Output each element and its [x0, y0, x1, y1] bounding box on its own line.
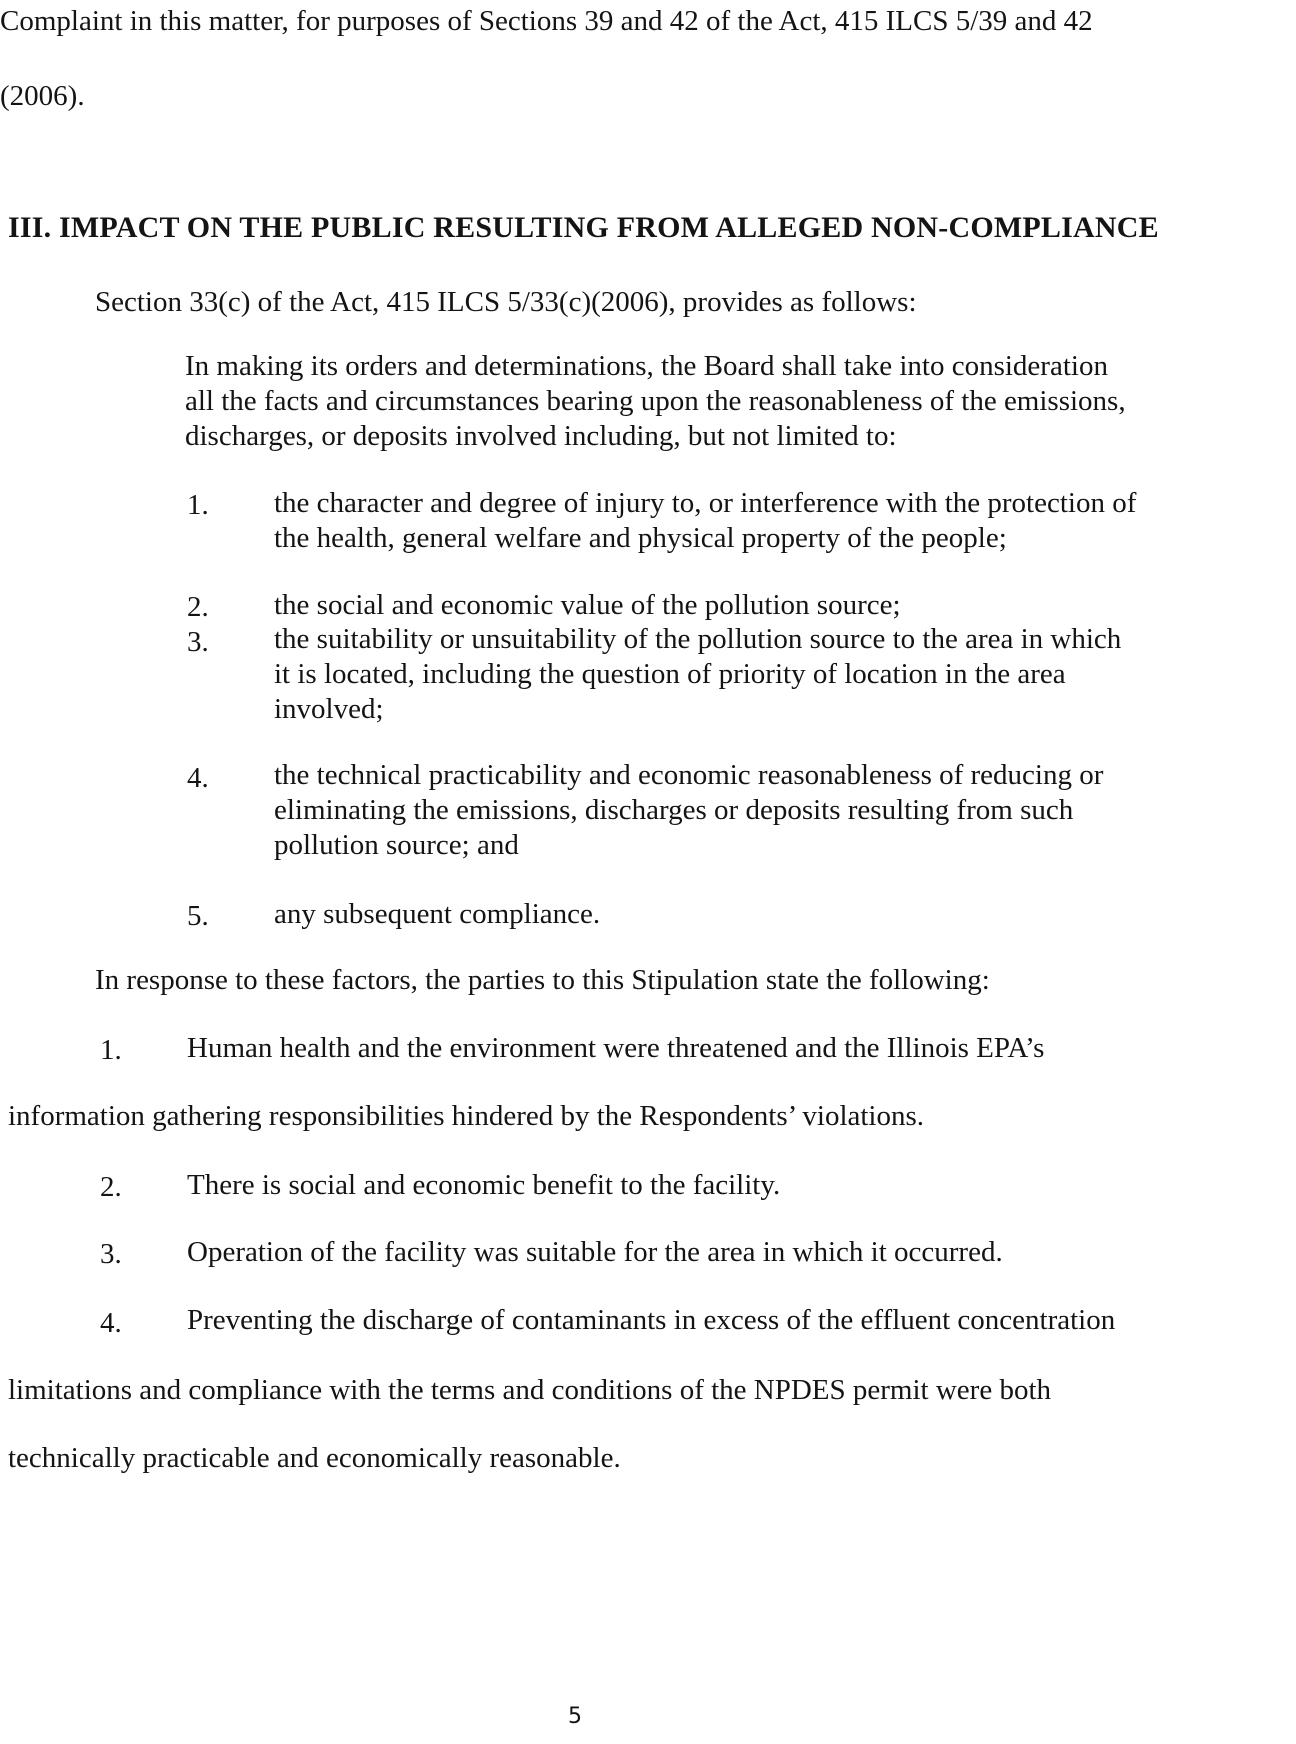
- quote-line: discharges, or deposits involved including, but not limited to:: [185, 420, 897, 452]
- response-line: Human health and the environment were threatened and the Illinois EPA’s: [187, 1032, 1045, 1064]
- response-line: Preventing the discharge of contaminants in excess of the effluent concentration: [187, 1304, 1116, 1336]
- response-line: limitations and compliance with the terms and conditions of the NPDES permit were both: [8, 1374, 1051, 1406]
- response-line: information gathering responsibilities hindered by the Respondents’ violations.: [8, 1100, 925, 1132]
- response-number: 1.: [100, 1034, 122, 1066]
- page-number: 5: [568, 1704, 582, 1729]
- response-line: technically practicable and economically reasonable.: [8, 1442, 621, 1474]
- response-line: There is social and economic benefit to the facility.: [187, 1169, 781, 1201]
- quote-item-line: it is located, including the question of priority of location in the area: [274, 658, 1066, 690]
- quote-item-number: 2.: [187, 591, 209, 623]
- quote-item-line: eliminating the emissions, discharges or deposits resulting from such: [274, 794, 1074, 826]
- section-heading: III. IMPACT ON THE PUBLIC RESULTING FROM ALLEGED NON-COMPLIANCE: [8, 211, 1159, 244]
- response-intro: In response to these factors, the parties to this Stipulation state the following:: [95, 964, 990, 996]
- opening-line-1: Complaint in this matter, for purposes of Sections 39 and 42 of the Act, 415 ILCS 5/39 and 42: [0, 5, 1093, 37]
- quote-item-line: involved;: [274, 693, 384, 725]
- quote-item-number: 1.: [187, 489, 209, 521]
- response-number: 2.: [100, 1171, 122, 1203]
- quote-item-number: 4.: [187, 762, 209, 794]
- quote-item-line: the suitability or unsuitability of the pollution source to the area in which: [274, 623, 1122, 655]
- quote-item-number: 3.: [187, 626, 209, 658]
- quote-item-line: the character and degree of injury to, or interference with the protection of: [274, 487, 1137, 519]
- response-number: 3.: [100, 1238, 122, 1270]
- response-line: Operation of the facility was suitable for the area in which it occurred.: [187, 1236, 1003, 1268]
- response-number: 4.: [100, 1307, 122, 1339]
- quote-item-line: the health, general welfare and physical property of the people;: [274, 522, 1007, 554]
- opening-line-2: (2006).: [0, 80, 85, 112]
- quote-item-line: any subsequent compliance.: [274, 898, 601, 930]
- quote-item-line: pollution source; and: [274, 829, 519, 861]
- intro-text: Section 33(c) of the Act, 415 ILCS 5/33(c)(2006), provides as follows:: [95, 286, 917, 318]
- quote-item-line: the technical practicability and economic reasonableness of reducing or: [274, 759, 1104, 791]
- quote-item-line: the social and economic value of the pollution source;: [274, 589, 901, 621]
- quote-item-number: 5.: [187, 900, 209, 932]
- quote-line: In making its orders and determinations, the Board shall take into consideration: [185, 350, 1108, 382]
- quote-line: all the facts and circumstances bearing upon the reasonableness of the emissions,: [185, 385, 1126, 417]
